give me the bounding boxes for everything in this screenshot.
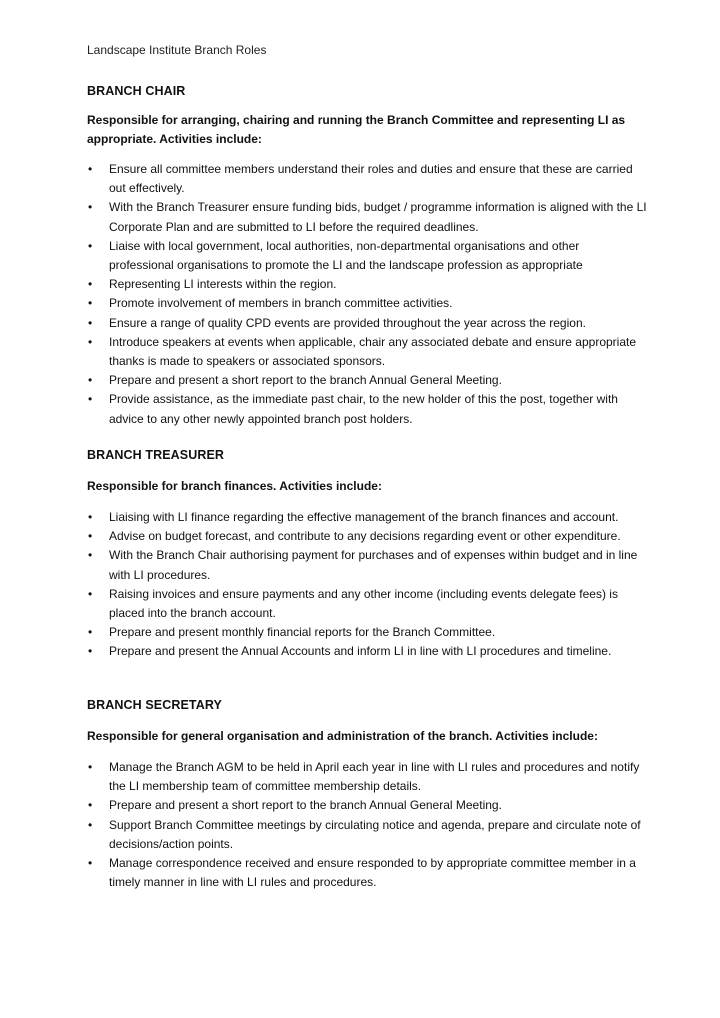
list-item xyxy=(87,623,647,642)
list-item xyxy=(87,585,647,623)
bullet-icon: • xyxy=(88,162,93,176)
list-item xyxy=(87,275,647,294)
list-item-text: With the Branch Chair authorising payment for purchases and of expenses within budget and in line with LI procedures. xyxy=(109,548,638,582)
list-item xyxy=(87,816,647,854)
bullet-icon: • xyxy=(88,277,93,292)
bullet-list xyxy=(87,160,647,429)
list-item xyxy=(87,758,647,796)
list-item-text: Manage correspondence received and ensure responded to by appropriate committee member in a timely manner in line with LI rules and procedures. xyxy=(109,856,636,890)
list-item xyxy=(87,198,647,236)
list-item-text: Liaise with local government, local authorities, non-departmental organisations and other professional organisations to promote the LI and the landscape profession as appropriate xyxy=(109,238,583,273)
list-item xyxy=(87,333,647,371)
list-item xyxy=(87,527,647,546)
section-title: BRANCH SECRETARY xyxy=(87,698,222,712)
list-item-text: Representing LI interests within the region. xyxy=(109,277,337,292)
bullet-icon: • xyxy=(88,296,93,311)
list-item xyxy=(87,854,647,892)
list-item xyxy=(87,314,647,333)
list-item xyxy=(87,160,647,198)
bullet-icon: • xyxy=(88,238,93,253)
list-item xyxy=(87,294,647,313)
list-item xyxy=(87,796,647,815)
list-item-text: Promote involvement of members in branch committee activities. xyxy=(109,296,453,311)
list-item xyxy=(87,237,647,275)
list-item xyxy=(87,642,647,661)
list-item-text: Provide assistance, as the immediate past chair, to the new holder of this the post, together with advice to any other newly appointed branch post holders. xyxy=(109,392,618,426)
list-item-text: Prepare and present a short report to the branch Annual General Meeting. xyxy=(109,798,502,813)
section-branch-secretary xyxy=(87,698,647,892)
section-title: BRANCH CHAIR xyxy=(87,84,186,98)
list-item-text: Ensure all committee members understand their roles and duties and ensure that these are carried out effectively. xyxy=(109,162,633,196)
bullet-list xyxy=(87,508,647,662)
list-item xyxy=(87,390,647,428)
bullet-icon: • xyxy=(88,760,93,774)
list-item-text: With the Branch Treasurer ensure funding bids, budget / programme information is aligned with the LI Corporate Plan and are submitted to LI before the required deadlines. xyxy=(109,200,647,234)
section-intro: Responsible for branch finances. Activities include: xyxy=(87,479,382,493)
bullet-icon: • xyxy=(88,644,93,659)
bullet-icon: • xyxy=(88,817,93,832)
bullet-icon: • xyxy=(88,200,93,215)
list-item-text: Raising invoices and ensure payments and any other income (including events delegate fees) is placed into the branch account. xyxy=(109,586,618,621)
list-item xyxy=(87,508,647,527)
list-item xyxy=(87,546,647,584)
list-item-text: Liaising with LI finance regarding the effective management of the branch finances and account. xyxy=(109,510,619,524)
bullet-icon: • xyxy=(88,392,93,407)
section-title: BRANCH TREASURER xyxy=(87,448,225,462)
bullet-icon: • xyxy=(88,798,93,813)
bullet-icon: • xyxy=(88,334,93,349)
list-item-text: Support Branch Committee meetings by circulating notice and agenda, prepare and circulate note of decisions/action points. xyxy=(109,817,641,851)
bullet-icon: • xyxy=(88,625,93,640)
bullet-icon: • xyxy=(88,856,93,871)
list-item-text: Ensure a range of quality CPD events are provided throughout the year across the region. xyxy=(109,315,586,330)
bullet-icon: • xyxy=(88,548,93,563)
section-intro: Responsible for general organisation and administration of the branch. Activities include: xyxy=(87,729,598,743)
list-item-text: Introduce speakers at events when applicable, chair any associated debate and ensure appropriate thanks is made to speakers or associated sponsors. xyxy=(109,334,637,369)
section-intro: Responsible for arranging, chairing and running the Branch Committee and representing LI as appropriate. Activities include: xyxy=(87,113,626,146)
bullet-icon: • xyxy=(88,315,93,330)
bullet-list xyxy=(87,758,647,892)
bullet-icon: • xyxy=(88,373,93,388)
bullet-icon: • xyxy=(88,529,93,544)
list-item-text: Prepare and present a short report to the branch Annual General Meeting. xyxy=(109,373,502,388)
list-item-text: Prepare and present monthly financial reports for the Branch Committee. xyxy=(109,625,496,640)
list-item xyxy=(87,371,647,390)
list-item-text: Manage the Branch AGM to be held in April each year in line with LI rules and procedures and notify the LI membership team of committee membership details. xyxy=(109,760,640,794)
list-item-text: Prepare and present the Annual Accounts and inform LI in line with LI procedures and timeline. xyxy=(109,644,612,659)
section-branch-treasurer xyxy=(87,448,647,662)
bullet-icon: • xyxy=(88,510,93,524)
list-item-text: Advise on budget forecast, and contribute to any decisions regarding event or other expenditure. xyxy=(109,529,621,544)
section-branch-chair xyxy=(87,84,647,429)
page-header: Landscape Institute Branch Roles xyxy=(87,43,267,57)
bullet-icon: • xyxy=(88,586,93,601)
